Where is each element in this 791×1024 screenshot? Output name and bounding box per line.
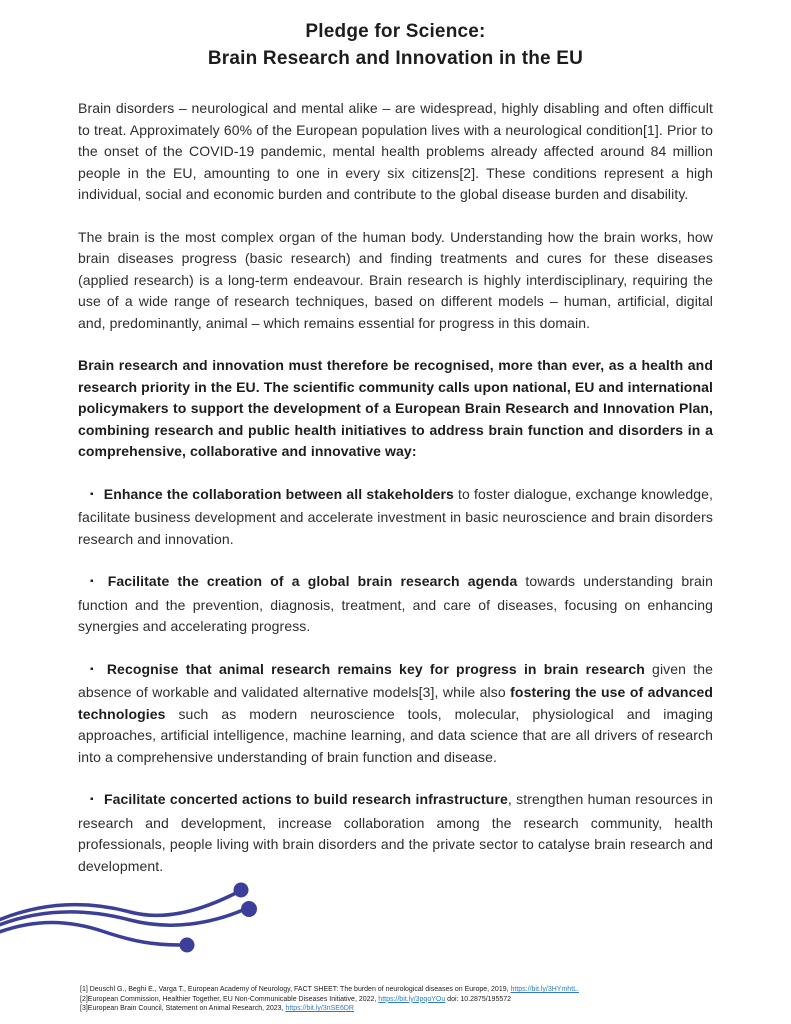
neuron-line-middle — [0, 910, 243, 927]
text-segment: [2]European Commission, Healthier Together, EU Non-Communicable Diseases Initiative, 2022, — [80, 995, 379, 1003]
text-segment: such as modern neuroscience tools, molecular, physiological and imaging approaches, artificial intelligence, machine learning, and data science that are all drivers of research into a comprehensive understanding of brain function and disease. — [78, 705, 713, 765]
footnote-link[interactable]: https://bit.ly/3nSE6DR — [285, 1005, 354, 1012]
text-segment: given the absence of workable and validated alternative models[3], while also — [78, 660, 713, 700]
text-segment: doi: 10.2875/195572 — [445, 995, 512, 1003]
bullet-global-agenda-text — [78, 573, 713, 634]
bullet-animal-research-text — [78, 661, 713, 765]
neuron-lines-graphic — [0, 876, 270, 972]
footnote-link[interactable]: https://bit.ly/3pqoYOu — [378, 995, 446, 1003]
text-segment: fostering the use of advanced technologies — [78, 684, 714, 722]
paragraph-brain-complexity — [78, 227, 713, 335]
bullet-enhance-collaboration-text — [78, 486, 713, 547]
text-segment: Brain disorders – neurological and mental alike – are widespread, highly disabling and often difficult to treat. Approximately 60% of the European population lives with a neurological condition[1]. Prior to the onset of the COVID-19 pandemic, mental health problems already affected around 84 million people in the EU, amounting to one in every six citizens[2]. These conditions represent a high individual, social and economic burden and contribute to the global disease burden and disability. — [78, 100, 713, 202]
page-title — [78, 18, 713, 72]
text-segment: [3]European Brain Council, Statement on Animal Research, 2023, — [80, 1005, 286, 1012]
bullet-research-infrastructure — [78, 789, 713, 877]
bullet-square-icon: ▪ — [90, 576, 98, 587]
text-segment: to foster dialogue, exchange knowledge, facilitate business development and accelerate investment in basic neuroscience and brain disorders research and innovation. — [78, 485, 713, 547]
paragraph-call-to-action — [78, 355, 713, 463]
text-segment: , strengthen human resources in research and development, increase collaboration among the research community, health professionals, people living with brain disorders and the private sector to catalyse brain research and development. — [78, 791, 713, 874]
text-segment: Brain research and innovation must therefore be recognised, more than ever, as a health and research priority in the EU. The scientific community calls upon national, EU and international policymakers to support the development of a European Brain Research and Innovation Plan, combining research and public health initiatives to address brain function and disorders in a comprehensive, collaborative and innovative way: — [78, 357, 713, 459]
bullet-global-agenda — [78, 571, 713, 638]
text-segment: The brain is the most complex organ of the human body. Understanding how the brain works, how brain diseases progress (basic research) and finding treatments and cures for these diseases (applied research) is a long-term endeavour. Brain research is highly interdisciplinary, requiring the use of a wide range of research techniques, based on different models – human, artificial, digital and, predominantly, animal – which remains essential for progress in this domain. — [78, 228, 713, 331]
bullet-research-infrastructure-text — [78, 791, 713, 874]
footnote-1 — [80, 985, 720, 995]
footnote-link[interactable]: https://bit.ly/3HYmhtL. — [510, 986, 579, 993]
neuron-dot-bottom — [180, 938, 195, 953]
bullet-square-icon: ▪ — [90, 488, 94, 500]
bullet-square-icon: ▪ — [90, 794, 94, 805]
neuron-line-top — [0, 893, 236, 922]
paragraph-brain-disorders — [78, 98, 713, 206]
footnotes — [80, 985, 720, 1014]
bullet-animal-research — [78, 659, 713, 769]
footnote-2 — [80, 995, 720, 1005]
text-segment: Facilitate concerted actions to build research infrastructure — [103, 791, 508, 807]
text-segment: [1] Deuschl G., Beghi E., Varga T., European Academy of Neurology, FACT SHEET: The burden of neurological diseases on Europe, 2019, — [80, 986, 511, 993]
text-segment: Enhance the collaboration between all stakeholders — [103, 485, 454, 502]
text-segment: Recognise that animal research remains key for progress in brain research — [106, 660, 645, 677]
text-segment: towards understanding brain function and the prevention, diagnosis, treatment, and care of diseases, focusing on enhancing synergies and accelerating progress. — [78, 573, 713, 634]
neuron-dot-top — [234, 883, 249, 898]
bullet-enhance-collaboration — [78, 484, 713, 551]
text-segment: Facilitate the creation of a global brain research agenda — [107, 573, 518, 589]
page-title-line-1: Pledge for Science: — [305, 21, 486, 42]
neuron-line-bottom — [0, 923, 180, 946]
page-title-line-2: Brain Research and Innovation in the EU — [207, 48, 584, 69]
footnote-3 — [80, 1004, 720, 1014]
bullet-square-icon: ▪ — [90, 663, 97, 675]
neuron-dot-middle — [241, 901, 257, 917]
